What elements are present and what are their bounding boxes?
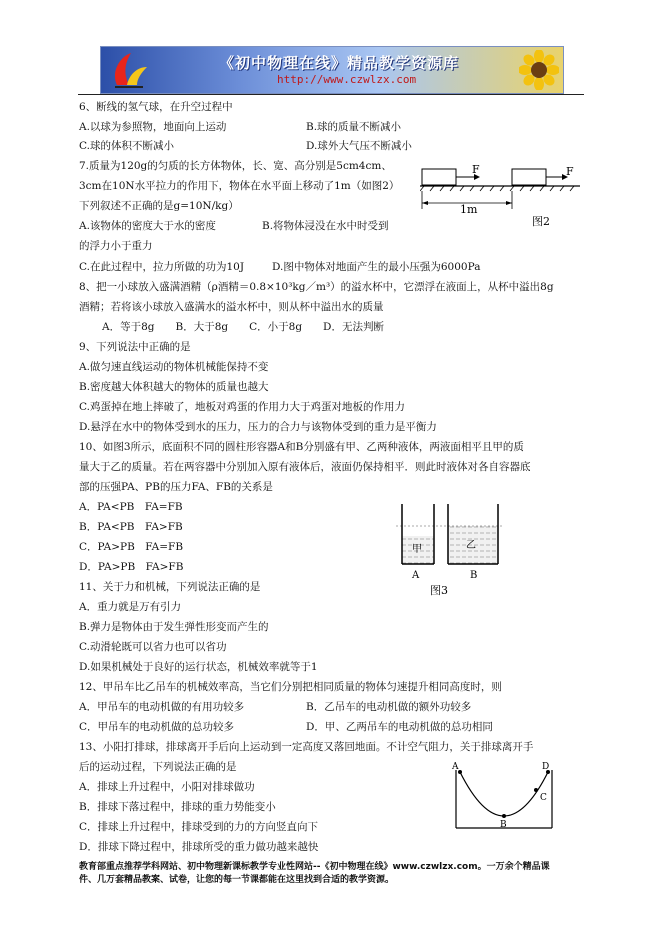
track-label-a: A — [452, 762, 459, 772]
text-line: C.球的体积不断减小 — [79, 140, 174, 152]
text-line: 的浮力小于重力 — [79, 240, 153, 252]
fig3-liquid-jia: 甲 — [412, 544, 422, 555]
text-line: 酒精；若将该小球放入盛满水的溢水杯中，则从杯中溢出水的质量 — [79, 301, 384, 313]
text-line: B.球的质量不断减小 — [306, 121, 402, 133]
text-line: D.图中物体对地面产生的最小压强为6000Pa — [272, 261, 481, 273]
text-line: 12、甲吊车比乙吊车的机械效率高，当它们分别把相同质量的物体匀速提升相同高度时，则 — [79, 681, 502, 693]
sunflower-icon — [519, 50, 559, 90]
text-line: B.弹力是物体由于发生弹性形变而产生的 — [79, 621, 269, 633]
figure-2 — [420, 165, 582, 235]
text-line: A.做匀速直线运动的物体机械能保持不变 — [79, 361, 269, 373]
text-line: A．排球上升过程中，小阳对排球做功 — [79, 781, 255, 793]
banner-url[interactable]: http://www.czwlzx.com — [277, 73, 417, 86]
text-line: C．PA>PB FA=FB — [79, 541, 184, 553]
fig2-force-label-1: F — [472, 165, 480, 176]
text-line: 6、断线的氢气球，在升空过程中 — [79, 101, 233, 113]
text-line: D．PA>PB FA>FB — [79, 561, 184, 573]
text-line: C．甲吊车的电动机做的总功较多 — [79, 721, 235, 733]
text-line: 13、小阳打排球，排球离开手后向上运动到一定高度又落回地面。不计空气阻力，关于排球离开手 — [79, 741, 534, 753]
text-line: B.将物体浸没在水中时受到 — [262, 220, 389, 232]
header-rule — [78, 94, 584, 95]
text-line: C．排球上升过程中，排球受到的力的方向竖直向下 — [79, 821, 319, 833]
text-line: A．等于8g B．大于8g C．小于8g D．无法判断 — [102, 321, 384, 333]
footer-line-2: 件、几万套精品教案、试卷，让您的每一节课都能在这里找到合适的教学资源。 — [79, 875, 395, 885]
text-line: A．PA<PB FA=FB — [79, 501, 183, 513]
text-line: 后的运动过程，下列说法正确的是 — [79, 761, 237, 773]
figure-3 — [396, 500, 506, 598]
text-line: 9、下列说法中正确的是 — [79, 341, 191, 353]
track-label-d: D — [542, 762, 550, 772]
header-banner — [100, 46, 564, 94]
text-line: D．排球下降过程中，排球所受的重力做功越来越快 — [79, 841, 319, 853]
track-figure — [448, 760, 560, 832]
track-label-c: C — [540, 793, 547, 803]
text-line: D.如果机械处于良好的运行状态，机械效率就等于1 — [79, 661, 318, 673]
text-line: 8、把一小球放入盛满酒精（ρ酒精＝0.8×10³kg／m³）的溢水杯中，它漂浮在液面上，从杯中溢出8g — [79, 281, 554, 293]
fig2-caption: 图2 — [532, 215, 550, 228]
text-line: D．甲、乙两吊车的电动机做的总功相同 — [306, 721, 493, 733]
fig2-distance-label: 1m — [460, 203, 478, 216]
text-line: A．重力就是万有引力 — [79, 601, 182, 613]
text-line: A．甲吊车的电动机做的有用功较多 — [79, 701, 245, 713]
text-line: D.悬浮在水中的物体受到水的压力，压力的合力与该物体受到的重力是平衡力 — [79, 421, 437, 433]
text-line: C.鸡蛋掉在地上摔破了，地板对鸡蛋的作用力大于鸡蛋对地板的作用力 — [79, 401, 405, 413]
track-label-b: B — [500, 820, 507, 830]
text-line: 7.质量为120g的匀质的长方体物体，长、宽、高分别是5cm4cm、 — [79, 160, 392, 172]
text-line: 量大于乙的质量。若在两容器中分别加入原有液体后，液面仍保持相平．则此时液体对各自容器底 — [79, 461, 531, 473]
text-line: 3cm在10N水平拉力的作用下，物体在水平面上移动了1m（如图2） — [79, 180, 400, 192]
text-line: B.密度越大体积越大的物体的质量也越大 — [79, 381, 269, 393]
text-line: 部的压强PA、PB的压力FA、FB的关系是 — [79, 481, 273, 493]
footer-line-1: 教育部重点推荐学科网站、初中物理新课标教学专业性网站--《初中物理在线》www.czwlzx.com。一万余个精品课 — [79, 862, 550, 872]
text-line: 11、关于力和机械，下列说法正确的是 — [79, 581, 261, 593]
text-line: C.动滑轮既可以省力也可以省功 — [79, 641, 227, 653]
fig2-force-label-2: F — [566, 165, 574, 178]
site-logo-icon — [107, 51, 149, 89]
text-line: B．排球下落过程中，排球的重力势能变小 — [79, 801, 276, 813]
fig3-label-b: B — [470, 570, 478, 581]
fig3-liquid-yi: 乙 — [466, 540, 476, 551]
text-line: C.在此过程中，拉力所做的功为10J — [79, 261, 245, 273]
text-line: A.以球为参照物，地面向上运动 — [79, 121, 227, 133]
text-line: 10、如图3所示，底面积不同的圆柱形容器A和B分别盛有甲、乙两种液体，两液面相平且甲的质 — [79, 441, 524, 453]
text-line: 下列叙述不正确的是g=10N/kg） — [79, 200, 239, 212]
text-line: D.球外大气压不断减小 — [306, 140, 412, 152]
fig3-caption: 图3 — [430, 584, 448, 597]
text-line: B．乙吊车的电动机做的额外功较多 — [306, 701, 472, 713]
text-line: B．PA<PB FA>FB — [79, 521, 183, 533]
text-line: A.该物体的密度大于水的密度 — [79, 220, 216, 232]
fig3-label-a: A — [412, 570, 420, 581]
banner-title: 《初中物理在线》精品教学资源库 — [219, 54, 460, 72]
